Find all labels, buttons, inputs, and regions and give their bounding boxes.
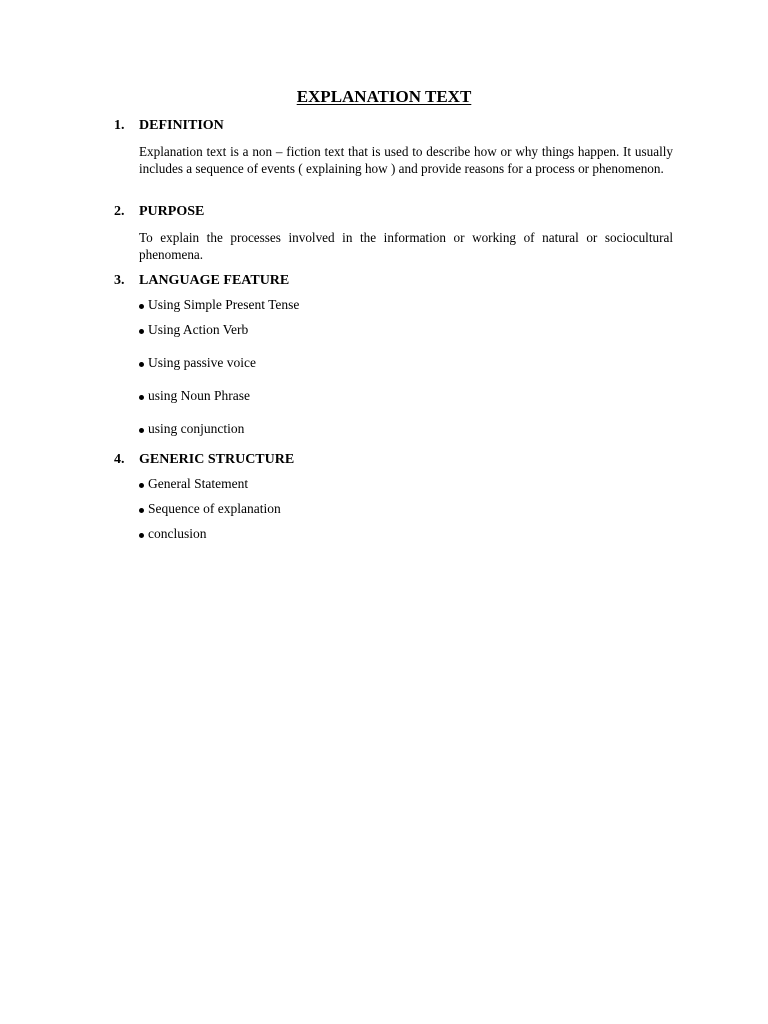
list-item: Using passive voice — [139, 354, 674, 371]
bullet-icon — [139, 508, 144, 513]
section-number: 4. — [114, 452, 125, 467]
bullet-icon — [139, 483, 144, 488]
bullet-icon — [139, 428, 144, 433]
list-item: General Statement — [139, 475, 674, 492]
section-definition — [114, 117, 674, 177]
section-language-feature — [114, 272, 674, 437]
bullet-icon — [139, 329, 144, 334]
generic-structure-list — [139, 475, 674, 542]
list-item: using Noun Phrase — [139, 387, 674, 404]
section-number: 2. — [114, 204, 125, 219]
bullet-icon — [139, 533, 144, 538]
section-number: 1. — [114, 118, 125, 133]
bullet-icon — [139, 395, 144, 400]
section-title: LANGUAGE FEATURE — [139, 273, 290, 288]
list-item: conclusion — [139, 525, 674, 542]
section-heading — [114, 203, 674, 221]
section-purpose — [114, 203, 674, 263]
bullet-icon — [139, 304, 144, 309]
section-number: 3. — [114, 273, 125, 288]
section-heading — [114, 451, 674, 469]
section-title: PURPOSE — [139, 204, 205, 219]
section-heading — [114, 272, 674, 290]
list-item: Sequence of explanation — [139, 500, 674, 517]
list-item: using conjunction — [139, 420, 674, 437]
section-title: DEFINITION — [139, 118, 224, 133]
section-title: GENERIC STRUCTURE — [139, 452, 295, 467]
language-feature-list — [139, 296, 674, 437]
document-title: EXPLANATION TEXT — [296, 87, 472, 106]
list-item: Using Simple Present Tense — [139, 296, 674, 313]
purpose-paragraph: To explain the processes involved in the information or working of natural or sociocultural phenomena. — [139, 230, 673, 262]
list-item: Using Action Verb — [139, 321, 674, 338]
section-generic-structure — [114, 451, 674, 542]
bullet-icon — [139, 362, 144, 367]
definition-paragraph: Explanation text is a non – fiction text that is used to describe how or why things happen. It usually includes a sequence of events ( explaining how ) and provide reasons for a process or phenomenon. — [139, 144, 673, 176]
section-heading — [114, 117, 674, 135]
